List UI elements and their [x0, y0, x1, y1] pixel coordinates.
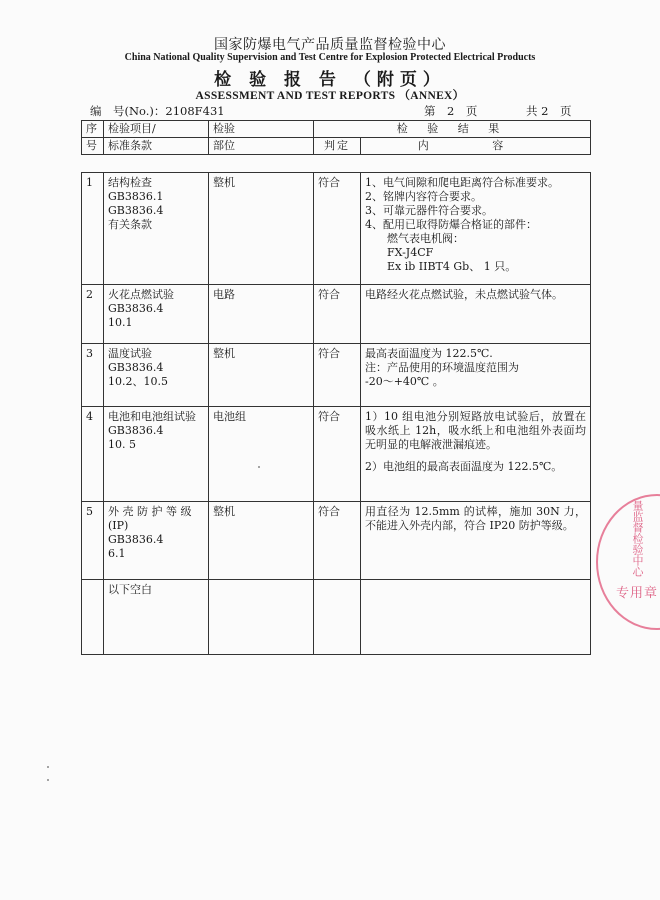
row-part: 整机 — [209, 344, 314, 407]
row-content: 1）10 组电池分别短路放电试验后，放置在吸水纸上 12h，吸水纸上和电池组外表面均无明显的电解液泄漏痕迹。 2）电池组的最高表面温度为 122.5℃。 — [361, 407, 591, 502]
row-judge: 符合 — [314, 502, 361, 580]
row-no — [82, 580, 104, 655]
row-item: 电池和电池组试验 GB3836.4 10. 5 — [104, 407, 209, 502]
report-subtitle: ASSESSMENT AND TEST REPORTS （ANNEX） — [195, 90, 465, 102]
row-content: 用直径为 12.5mm 的试棒，施加 30N 力，不能进入外壳内部，符合 IP20 防护等级。 — [361, 502, 591, 580]
header-item-2: 标准条款 — [104, 138, 209, 155]
row-judge — [314, 580, 361, 655]
header-seq-1: 序 — [82, 121, 104, 138]
scan-speck — [47, 766, 49, 768]
row-item: 温度试验 GB3836.4 10.2、10.5 — [104, 344, 209, 407]
row-part: 电路 — [209, 285, 314, 344]
row-item: 火花点燃试验 GB3836.4 10.1 — [104, 285, 209, 344]
row-no: 2 — [82, 285, 104, 344]
scan-speck — [258, 466, 260, 468]
row-content: 1、电气间隙和爬电距离符合标准要求。 2、铭牌内容符合要求。 3、可靠元器件符合要求。 4、配用已取得防爆合格证的部件： 燃气表电机阀： FX-J4CF Ex ib IIBT4 Gb、 1 只。 — [361, 173, 591, 285]
org-name-cn: 国家防爆电气产品质量监督检验中心 — [214, 37, 446, 53]
report-title: 检 验 报 告 （附页） — [214, 70, 446, 90]
row-part: 整机 — [209, 173, 314, 285]
table-header — [81, 120, 591, 155]
row-no: 5 — [82, 502, 104, 580]
table-row — [82, 285, 591, 344]
header-judge: 判定 — [314, 138, 361, 155]
table-row — [82, 344, 591, 407]
row-item: 外 壳 防 护 等 级 (IP) GB3836.4 6.1 — [104, 502, 209, 580]
row-no: 4 — [82, 407, 104, 502]
row-no: 3 — [82, 344, 104, 407]
seal-text: 量监督检验中心 — [631, 500, 644, 577]
row-part: 整机 — [209, 502, 314, 580]
row-judge: 符合 — [314, 407, 361, 502]
table-row — [82, 173, 591, 285]
header-item-1: 检验项目/ — [104, 121, 209, 138]
table-row — [82, 407, 591, 502]
table-row — [82, 502, 591, 580]
header-content: 内 容 — [361, 138, 591, 155]
row-content — [361, 580, 591, 655]
results-table — [81, 172, 591, 655]
row-content: 最高表面温度为 122.5℃. 注：产品使用的环境温度范围为 -20～+40℃ 。 — [361, 344, 591, 407]
row-part — [209, 580, 314, 655]
seal-text-2: 专用章 — [616, 586, 659, 601]
row-judge: 符合 — [314, 344, 361, 407]
page-total: 共 2 页 — [526, 104, 572, 118]
row-content: 电路经火花点燃试验，未点燃试验气体。 — [361, 285, 591, 344]
row-judge: 符合 — [314, 173, 361, 285]
header-result: 检 验 结 果 — [314, 121, 591, 138]
org-name-en: China National Quality Supervision and Test Centre for Explosion Protected Electrical Products — [124, 52, 536, 63]
row-item: 以下空白 — [104, 580, 209, 655]
row-judge: 符合 — [314, 285, 361, 344]
row-part: 电池组 — [209, 407, 314, 502]
scan-speck — [47, 779, 49, 781]
header-part-2: 部位 — [209, 138, 314, 155]
table-row — [82, 580, 591, 655]
header-seq-2: 号 — [82, 138, 104, 155]
page-number: 第 2 页 — [424, 104, 478, 118]
row-item: 结构检查 GB3836.1 GB3836.4 有关条款 — [104, 173, 209, 285]
header-part-1: 检验 — [209, 121, 314, 138]
row-no: 1 — [82, 173, 104, 285]
report-number: 编 号(No.)：2108F431 — [90, 104, 225, 118]
